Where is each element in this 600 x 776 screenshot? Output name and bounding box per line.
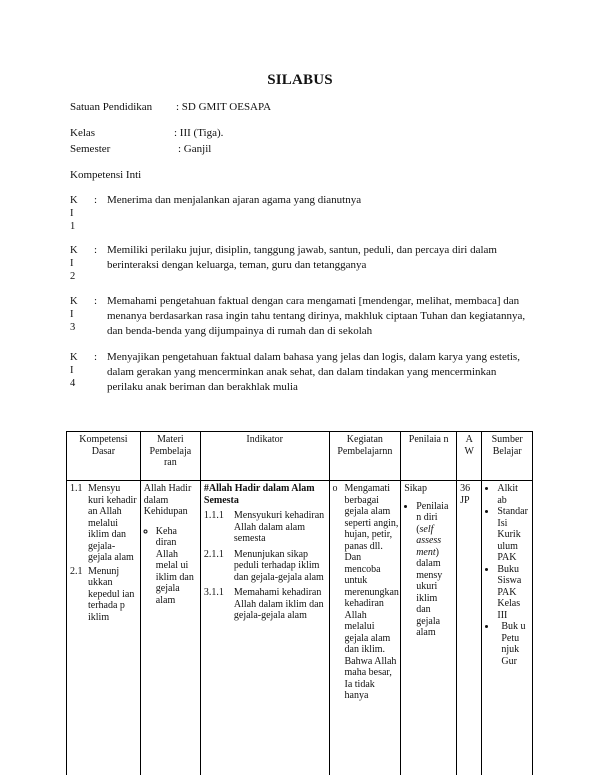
header-aw: A W <box>457 432 482 481</box>
ki-4-colon: : <box>94 351 98 363</box>
kelas-value: : III (Tiga). <box>174 127 224 139</box>
ki-3-label: K I 3 <box>70 296 78 333</box>
ki-2-label: K I 2 <box>70 245 78 282</box>
header-indikator: Indikator <box>200 432 329 481</box>
ki-4-label: K I 4 <box>70 352 78 389</box>
kd-item: 2.1 Menunj ukkan kepedul ian terhada p iklim <box>70 565 135 623</box>
header-materi: Materi Pembelaja ran <box>140 432 200 481</box>
indikator-heading: #Allah Hadir dalam Alam Semesta <box>203 483 315 506</box>
sumber-item: • Buk u Petu njuk Gur <box>497 621 529 667</box>
cell-penilaian <box>401 481 457 776</box>
satuan-value: : SD GMIT OESAPA <box>176 101 272 113</box>
header-kompetensi-dasar: Kompetensi Dasar <box>67 432 141 481</box>
indikator-item: 3.1.1 Memahami kehadiran Allah dalam iklim dan gejala-gejala alam <box>203 587 324 621</box>
table-header-row <box>67 432 533 481</box>
ki-4-text: Menyajikan pengetahuan faktual dalam bahasa yang jelas dan logis, dalam karya yang estetis, dalam gerakan yang mencerminkan anak sehat, dan dalam tindakan yang mencerminkan perilaku anak beriman dan berakhlak mulia <box>107 351 520 393</box>
kelas-label: Kelas <box>70 127 96 139</box>
header-penilaian: Penilaia n <box>401 432 457 481</box>
header-sumber: Sumber Belajar <box>482 432 533 481</box>
penilaian-list <box>404 501 453 639</box>
cell-materi <box>140 481 200 776</box>
semester-label: Semester <box>70 143 111 155</box>
table-row <box>67 481 533 776</box>
penilaian-item: • Penilaia n diri (self assess ment) dalam mensy ukuri iklim dan gejala alam <box>416 501 453 639</box>
kd-item: 1.1 Mensyu kuri kehadir an Allah melalui iklim dan gejala- gejala alam <box>70 483 137 563</box>
kompetensi-inti-heading: Kompetensi Inti <box>70 169 142 181</box>
cell-kompetensi-dasar <box>67 481 141 776</box>
ki-1-text: Menerima dan menjalankan ajaran agama yang dianutnya <box>107 194 362 206</box>
cell-kegiatan <box>329 481 401 776</box>
cell-sumber <box>482 481 533 776</box>
silabus-table <box>66 431 533 775</box>
ki-3-text: Memahami pengetahuan faktual dengan cara mengamati [mendengar, melihat, membaca] dan menanya berdasarkan rasa ingin tahu tentang dirinya, makhluk ciptaan Tuhan dan kegiatannya, dan benda-benda yang dijumpainya di rumah dan di sekolah <box>107 295 526 337</box>
sumber-item: • Standar Isi Kurik ulum PAK <box>497 506 529 564</box>
materi-subitem: ◦ Keha diran Allah melal ui iklim dan gejala alam <box>156 526 197 607</box>
sumber-item: • Alkit ab <box>497 483 529 506</box>
sumber-list <box>485 483 529 667</box>
materi-main: Allah Hadir dalam Kehidupan <box>143 483 192 517</box>
satuan-label: Satuan Pendidikan <box>70 101 153 113</box>
ki-2-text: Memiliki perilaku jujur, disiplin, tanggung jawab, santun, peduli, dan percaya diri dalam berinteraksi dengan keluarga, teman, guru dan tetangganya <box>107 244 497 271</box>
kegiatan-item: o Mengamati berbagai gejala alam seperti angin, hujan, petir, panas dll. Dan mencoba untuk merenungkan kehadiran Allah melalui gejala alam dan iklim. Bahwa Allah maha besar, Ia tidak hanya <box>332 483 399 701</box>
circle-bullet-icon: o <box>332 483 338 494</box>
materi-sublist <box>144 526 197 607</box>
semester-value: : Ganjil <box>178 143 212 155</box>
penilaian-sikap: Sikap <box>404 483 427 494</box>
indikator-item: 1.1.1 Mensyukuri kehadiran Allah dalam alam semesta <box>203 510 325 544</box>
ki-2-colon: : <box>94 244 98 256</box>
document-title: SILABUS <box>267 72 333 88</box>
indikator-item: 2.1.1 Menunjukan sikap peduli terhadap iklim dan gejala-gejala alam <box>203 548 324 583</box>
ki-1-colon: : <box>94 194 98 206</box>
ki-1-label: K I 1 <box>70 195 78 232</box>
cell-aw: 36 JP <box>457 481 482 776</box>
header-kegiatan: Kegiatan Pembelajarnn <box>329 432 401 481</box>
sumber-item: • Buku Siswa PAK Kelas III <box>497 564 529 622</box>
cell-indikator <box>200 481 329 776</box>
ki-3-colon: : <box>94 295 98 307</box>
